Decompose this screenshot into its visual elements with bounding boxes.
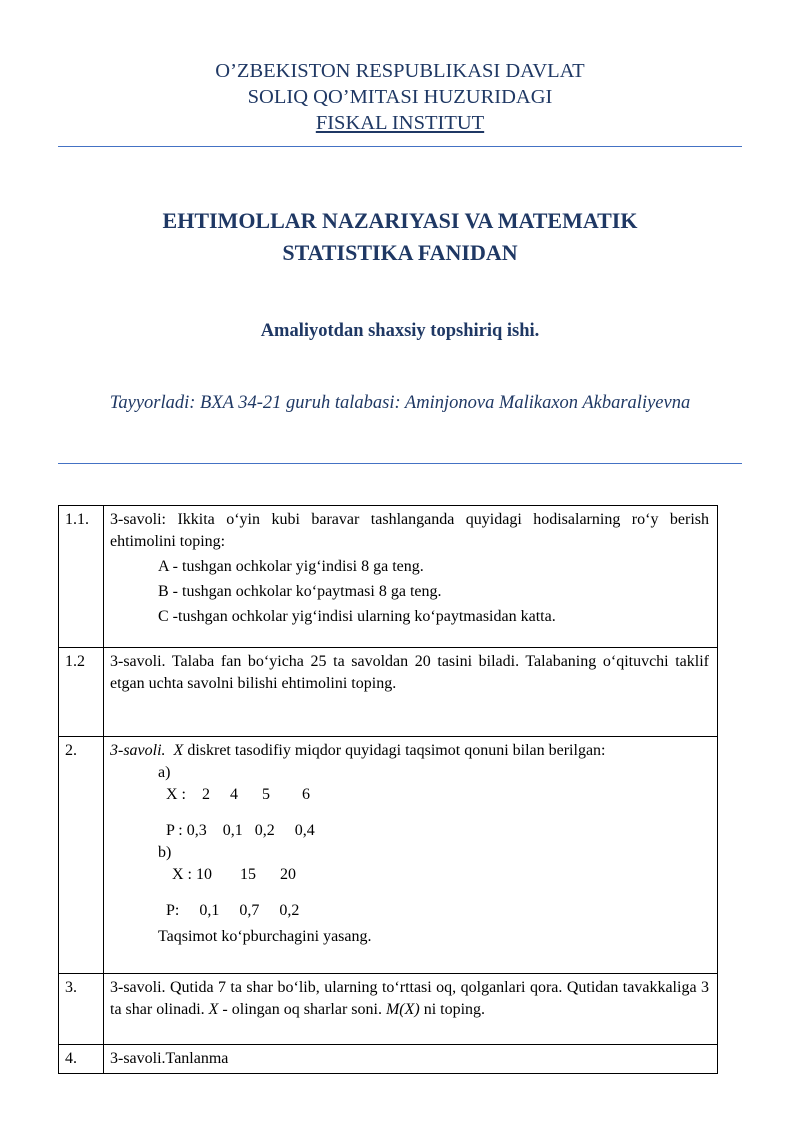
- variable-x: X: [208, 1001, 219, 1018]
- task-content: [104, 506, 718, 648]
- header-line-2: SOLIQ QO’MITASI HUZURIDAGI: [247, 86, 553, 108]
- table-row: [59, 737, 718, 974]
- document-subtitle: Amaliyotdan shaxsiy topshiriq ishi.: [260, 321, 540, 341]
- task-number: 4.: [59, 1045, 104, 1074]
- task-number: 1.2: [59, 648, 104, 737]
- option-a-label: a): [158, 764, 171, 781]
- task-item: C -tushgan ochkolar yig‘indisi ularning ko‘paytmasidan katta.: [158, 608, 556, 625]
- expectation-symbol: M(X): [385, 1001, 420, 1018]
- distribution-b-x: X : 10 15 20: [172, 866, 296, 883]
- distribution-b-p: P: 0,1 0,7 0,2: [166, 902, 300, 919]
- author-divider: [58, 463, 742, 464]
- task-content: [104, 737, 718, 974]
- task-text: [110, 740, 709, 762]
- title-line-1: EHTIMOLLAR NAZARIYASI VA MATEMATIK: [162, 208, 638, 233]
- table-row: [59, 506, 718, 648]
- task-item: B - tushgan ochkolar ko‘paytmasi 8 ga teng.: [158, 583, 442, 600]
- distribution-a-p: P : 0,3 0,1 0,2 0,4: [166, 822, 315, 839]
- option-b-label: b): [158, 844, 172, 861]
- header-divider: [58, 146, 742, 147]
- table-row: [59, 974, 718, 1045]
- task-label: 3-savoli.: [110, 742, 166, 759]
- task-item: A - tushgan ochkolar yig‘indisi 8 ga teng.: [158, 558, 424, 575]
- task-text-part: ni toping.: [419, 1001, 486, 1018]
- title-line-2: STATISTIKA FANIDAN: [282, 240, 518, 265]
- distribution-a-x: X : 2 4 5 6: [166, 786, 310, 803]
- author-line: Tayyorladi: BXA 34-21 guruh talabasi: Aminjonova Malikaxon Akbaraliyevna: [109, 393, 691, 413]
- institution-header: [0, 58, 800, 136]
- task-text: 3-savoli. Talaba fan bo‘yicha 25 ta savoldan 20 tasini biladi. Talabaning o‘qituvchi taklif etgan uchta savolni bilishi ehtimolini toping.: [110, 653, 709, 692]
- variable-x: X: [173, 742, 184, 759]
- table-row: [59, 648, 718, 737]
- task-instruction: Taqsimot ko‘pburchagini yasang.: [158, 928, 372, 945]
- task-text-part: - olingan oq sharlar soni.: [218, 1001, 386, 1018]
- tasks-table: [58, 505, 718, 1074]
- header-line-1: O’ZBEKISTON RESPUBLIKASI DAVLAT: [215, 60, 585, 82]
- table-row: [59, 1045, 718, 1074]
- task-number: 3.: [59, 974, 104, 1045]
- task-content: [104, 974, 718, 1045]
- task-text: [110, 977, 709, 1021]
- task-content: [104, 1045, 718, 1074]
- document-title: [0, 205, 800, 269]
- task-content: [104, 648, 718, 737]
- header-line-3: FISKAL INSTITUT: [315, 112, 485, 134]
- task-text: 3-savoli: Ikkita o‘yin kubi baravar tashlanganda quyidagi hodisalarning ro‘y berish ehtimolini toping:: [110, 511, 709, 550]
- task-text: 3-savoli.Tanlanma: [110, 1050, 229, 1067]
- task-number: 1.1.: [59, 506, 104, 648]
- task-number: 2.: [59, 737, 104, 974]
- task-text-rest: diskret tasodifiy miqdor quyidagi taqsimot qonuni bilan berilgan:: [183, 742, 606, 759]
- task-text-part: 3-savoli. Qutida 7 ta shar bo‘lib, ularning to‘rttasi oq, qolganlari qora. Qutidan tavakkaliga 3 ta shar olinadi.: [110, 979, 709, 1018]
